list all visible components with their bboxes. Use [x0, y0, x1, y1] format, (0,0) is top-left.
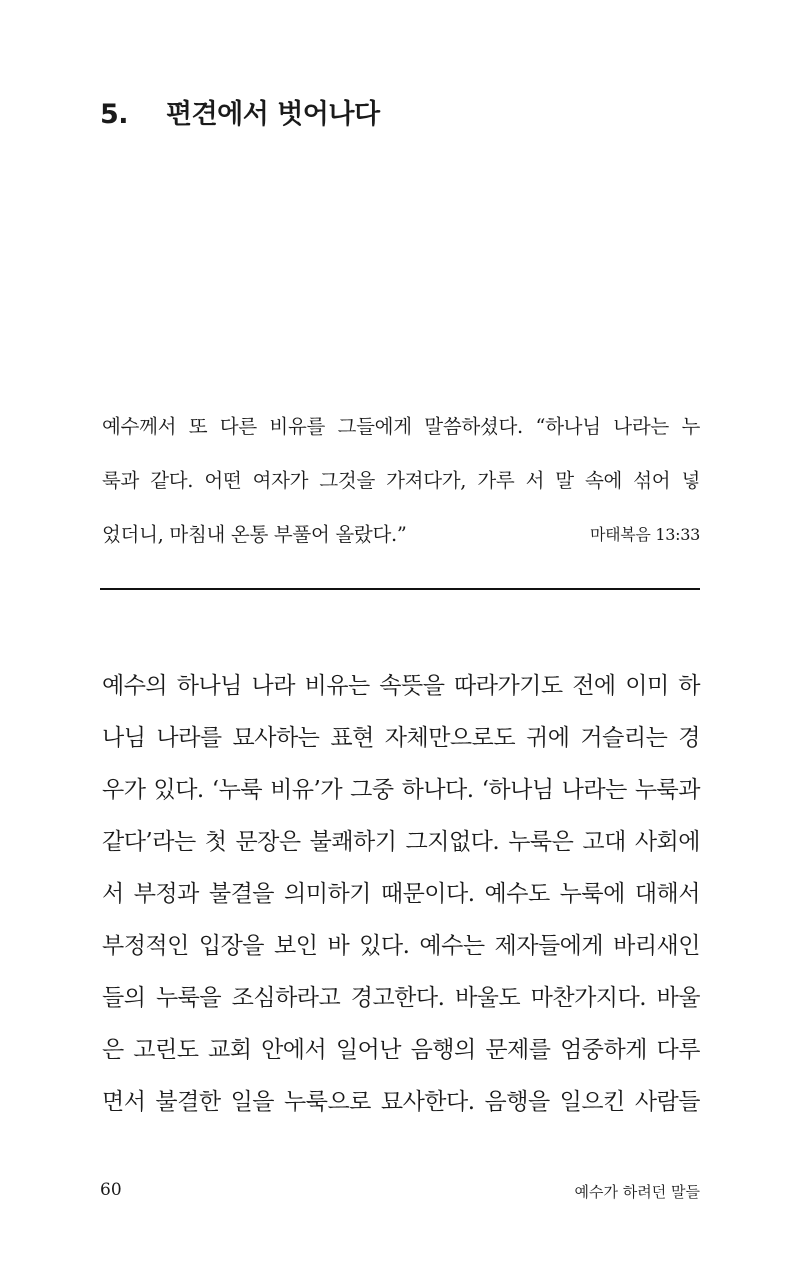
body-line: 은 고린도 교회 안에서 일어난 음행의 문제를 엄중하게 다루 — [102, 1037, 700, 1063]
body-line: 예수의 하나님 나라 비유는 속뜻을 따라가기도 전에 이미 하 — [102, 673, 700, 699]
body-line: 들의 누룩을 조심하라고 경고한다. 바울도 마찬가지다. 바울 — [102, 985, 700, 1011]
chapter-heading — [100, 92, 380, 131]
epigraph-line: 었더니, 마침내 온통 부풀어 올랐다.” — [102, 523, 407, 546]
page-number: 60 — [100, 1180, 122, 1200]
body-line: 부정적인 입장을 보인 바 있다. 예수는 제자들에게 바리새인 — [102, 933, 700, 959]
body-line: 같다’라는 첫 문장은 불쾌하기 그지없다. 누룩은 고대 사회에 — [102, 829, 700, 855]
epigraph-source: 마태복음 13:33 — [589, 525, 700, 544]
epigraph-line: 룩과 같다. 어떤 여자가 그것을 가져다가, 가루 서 말 속에 섞어 넣 — [102, 469, 700, 492]
chapter-title: 편견에서 벗어나다 — [166, 99, 380, 130]
body-line: 서 부정과 불결을 의미하기 때문이다. 예수도 누룩에 대해서 — [102, 881, 700, 907]
body-line: 면서 불결한 일을 누룩으로 묘사한다. 음행을 일으킨 사람들 — [102, 1089, 700, 1115]
running-title: 예수가 하려던 말들 — [574, 1183, 700, 1201]
epigraph-last-row — [102, 508, 700, 562]
epigraph-line: 예수께서 또 다른 비유를 그들에게 말씀하셨다. “하나님 나라는 누 — [102, 415, 700, 438]
body-line: 나님 나라를 묘사하는 표현 자체만으로도 귀에 거슬리는 경 — [102, 725, 700, 751]
body-line: 우가 있다. ‘누룩 비유’가 그중 하나다. ‘하나님 나라는 누룩과 — [102, 777, 700, 803]
chapter-number: 5. — [100, 99, 129, 130]
epigraph-quote — [102, 400, 700, 562]
body-text — [102, 660, 700, 1128]
section-divider — [100, 588, 700, 590]
